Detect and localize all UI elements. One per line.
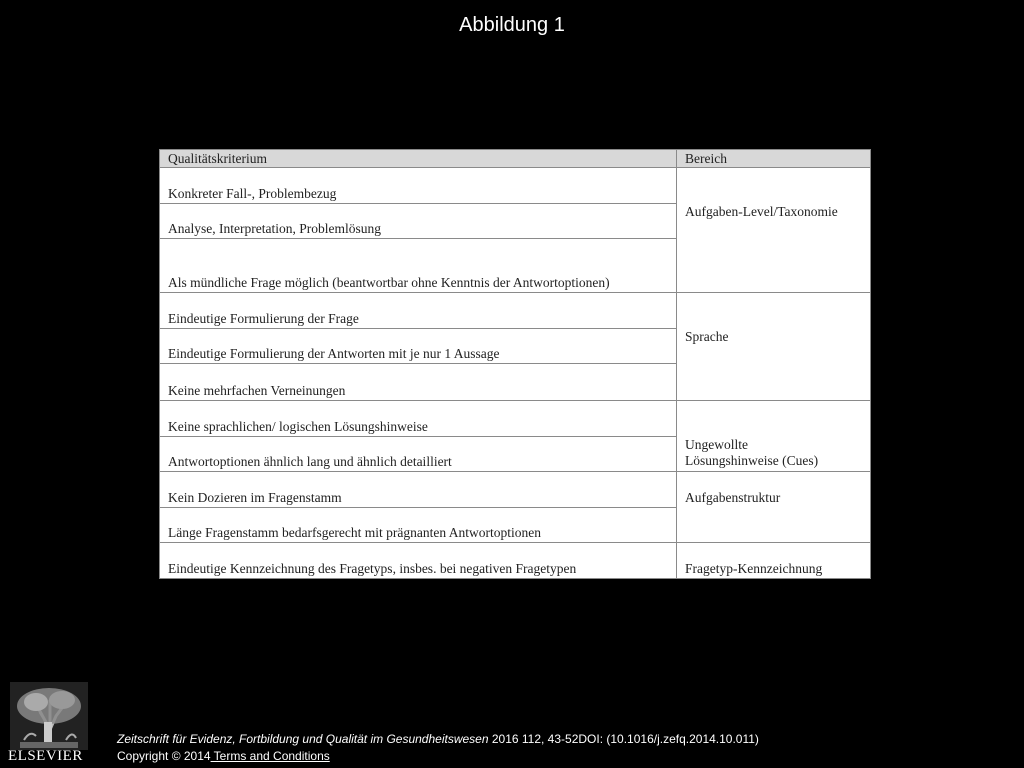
criterion-cell: Konkreter Fall-, Problembezug xyxy=(160,168,677,204)
area-cell: Fragetyp-Kennzeichnung xyxy=(677,542,871,578)
journal-name: Zeitschrift für Evidenz, Fortbildung und Qualität im Gesundheitswesen xyxy=(117,732,489,746)
table-row xyxy=(160,293,871,329)
table-row xyxy=(160,168,871,204)
criterion-cell: Eindeutige Formulierung der Frage xyxy=(160,293,677,329)
criterion-cell: Eindeutige Kennzeichnung des Fragetyps, insbes. bei negativen Fragetypen xyxy=(160,542,677,578)
slide-footer xyxy=(117,731,759,765)
criterion-cell: Antwortoptionen ähnlich lang und ähnlich detailliert xyxy=(160,436,677,471)
area-cell: Aufgaben-Level/Taxonomie xyxy=(677,168,871,293)
terms-link[interactable]: Terms and Conditions xyxy=(210,749,330,763)
area-cell xyxy=(677,400,871,471)
header-area: Bereich xyxy=(677,150,871,168)
elsevier-logo-text: ELSEVIER xyxy=(8,748,83,764)
criterion-cell: Analyse, Interpretation, Problemlösung xyxy=(160,204,677,239)
copyright-line xyxy=(117,748,759,765)
criterion-cell: Keine mehrfachen Verneinungen xyxy=(160,364,677,400)
criterion-cell: Keine sprachlichen/ logischen Lösungshinweise xyxy=(160,400,677,436)
criterion-cell: Eindeutige Formulierung der Antworten mit je nur 1 Aussage xyxy=(160,329,677,364)
table-header-row xyxy=(160,150,871,168)
table-row xyxy=(160,400,871,436)
table-row xyxy=(160,471,871,507)
citation-details: 2016 112, 43-52DOI: (10.1016/j.zefq.2014.10.011) xyxy=(488,732,759,746)
criteria-table-figure xyxy=(159,149,870,579)
table-row xyxy=(160,542,871,578)
citation-line xyxy=(117,731,759,748)
criterion-cell: Länge Fragenstamm bedarfsgerecht mit prägnanten Antwortoptionen xyxy=(160,507,677,542)
slide-title: Abbildung 1 xyxy=(459,14,565,36)
header-criterion: Qualitätskriterium xyxy=(160,150,677,168)
area-cell: Aufgabenstruktur xyxy=(677,471,871,542)
criteria-table xyxy=(159,149,871,579)
area-cell: Sprache xyxy=(677,293,871,400)
area-cues-text: Ungewollte Lösungshinweise (Cues) xyxy=(685,436,819,468)
criterion-cell: Kein Dozieren im Fragenstamm xyxy=(160,471,677,507)
criterion-cell: Als mündliche Frage möglich (beantwortbar ohne Kenntnis der Antwortoptionen) xyxy=(160,239,677,293)
copyright-text: Copyright © 2014 xyxy=(117,749,211,763)
